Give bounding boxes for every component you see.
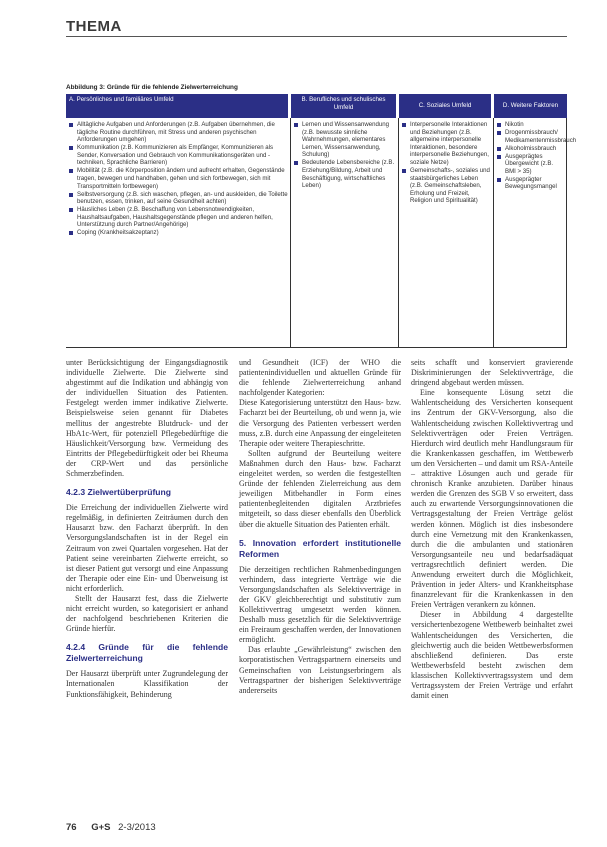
- paragraph: seits schafft und konserviert gravierende Diskriminierungen der Selektivverträge, die dringend abgebaut werden müssen.: [411, 358, 573, 388]
- bullet-icon: [69, 231, 73, 235]
- table-column-a: [66, 118, 291, 348]
- table-item-text: Bedeutende Lebensbereiche (z.B. Erziehung/Bildung, Arbeit und Beschäftigung, wirtschaftliches Leben): [302, 159, 395, 190]
- bullet-icon: [497, 131, 501, 135]
- table-item-text: Alltägliche Aufgaben und Anforderungen (z.B. Aufgaben übernehmen, die tägliche Routine durchführen, mit Stress und anderen psychischen Anforderungen umgehen): [77, 121, 275, 144]
- bullet-icon: [497, 123, 501, 127]
- table-item-text: Lernen und Wissensanwendung (z.B. bewusste sinnliche Wahrnehmungen, elementares Lernen, Wissensanwendung, Schulung): [302, 121, 390, 159]
- paragraph: unter Berücksichtigung der Eingangsdiagnostik individuelle Zielwerte. Die Zielwerte sind abgestimmt auf die Indikation und abhängig von der individuellen Situation des Patienten. Festgelegt werden immer indikative Zielwerte. Beispielsweise seien genannt für Diabetes mellitus der angestrebte Blutdruck- und der HbA1c-Wert, für potenziell Pflegebedürftige die Häuslichkeit/Versorgung bzw. Vermeidung des Eintritts der Pflegebedürftigkeit oder bei Rheuma der CRP-Wert und das persönliche Schmerzbefinden.: [66, 358, 228, 479]
- table-item: [293, 159, 396, 189]
- table-item-text: Häusliches Leben (z.B. Beschaffung von Lebensnotwendigkeiten, Haushaltsaufgaben, Haushaltsgegenstände pflegen und anderen helfen, Unterstützung durch Partner/Angehörige): [77, 206, 273, 229]
- table-column-b: [291, 118, 399, 348]
- table-header-b: B. Berufliches und schulisches Umfeld: [291, 94, 396, 118]
- text-column-3: [411, 358, 573, 701]
- table-item-text: Gemeinschafts-, soziales und staatsbürgerliches Leben (z.B. Gemeinschaftsleben, Erholung und Freizeit, Religion und Spiritualität): [410, 166, 490, 205]
- reasons-table: [66, 94, 577, 348]
- table-item: [68, 144, 288, 167]
- table-item-text: Ausgeprägtes Übergewicht (z.B. BMI > 35): [505, 152, 554, 175]
- table-item-text: Interpersonelle Interaktionen und Beziehungen (z.B. allgemeine interpersonelle Interaktionen, besondere interpersonelle Beziehungen, soziale Netze): [410, 121, 489, 166]
- table-item-text: Drogenmissbrauch/ Medikamentenmissbrauch: [505, 128, 577, 144]
- table-item-text: Alkoholmissbrauch: [505, 144, 557, 152]
- bullet-icon: [294, 123, 298, 127]
- bullet-icon: [69, 193, 73, 197]
- table-item: [496, 121, 564, 129]
- table-item: [401, 121, 491, 167]
- paragraph: Die derzeitigen rechtlichen Rahmenbedingungen verhindern, dass integrierte Verträge wie die Versorgungslandschaften als Selektivverträge in der GKV gleichberechtigt und substitutiv zum Kollektivvertrag umgesetzt werden können. Deshalb muss gesetzlich für die Selektivverträge ein Freiraum geschaffen werden, der Innovationen ermöglicht.: [239, 564, 401, 645]
- table-item: [293, 121, 396, 159]
- table-column-c: [399, 118, 494, 348]
- bullet-icon: [69, 208, 73, 212]
- header-rule: [66, 36, 567, 37]
- paragraph: Sollten aufgrund der Beurteilung weitere Maßnahmen durch den Haus- bzw. Facharzt eingeleitet werden, so werden die festgestellten Gründe der fehlenden Zielerreichung aus dem jeweiligen Mitbehandler in Form eines patientenbegleitenden digitalen Arztbriefes mitgeteilt, so dass dieser ebenfalls den Überblick über die aktuelle Situation des Patienten erhält.: [239, 448, 401, 529]
- page-footer: [66, 822, 156, 833]
- table-item: [68, 206, 288, 229]
- table-item-text: Nikotin: [505, 121, 524, 128]
- bullet-icon: [294, 161, 298, 165]
- section-heading: 4.2.3 Zielwertüberprüfung: [66, 487, 172, 498]
- paragraph: Eine konsequente Lösung setzt die Wahlentscheidung des Versicherten konsequent ins Zentrum der GKV-Versorgung, also die Wahlentscheidung zwischen Kollektivvertrag und Selektivverträgen oder Freien Verträgen. Hierdurch wird deutlich mehr Handlungsraum für die Krankenkassen geschaffen, im Wettbewerb um den Versicherten – und damit um RSA-Anteile – attraktive Lösungen auch und gerade für chronisch Kranke anzubieten. Darüber hinaus werden die Grenzen des SGB V so erweitert, dass auch zu erwartende Versorgungsinnovationen die Vertragsgestaltung der Freien Verträge gelöst werden können. Möglich ist dies insbesondere durch eine Vernetzung mit den Krankenkassen, durch die die ambulanten und stationären Versorgungsanteile neu und bedarfsadäquat vertragsrechtlich definiert werden. Die Anwendung erweitert durch die Möglichkeit, Prävention in jeder Alters- und Krankheitsphase finanzrelevant für die Krankenkassen in den Freien Verträgen verankern zu können.: [411, 388, 573, 610]
- text-column-1: [66, 358, 228, 700]
- paragraph: und Gesundheit (ICF) der WHO die patientenindividuellen und aktuellen Gründe für die fehlende Zielwerterreichung anhand nachfolgender Kategorien:: [239, 358, 401, 398]
- table-item: [496, 145, 564, 153]
- issue-number: 2-3/2013: [118, 822, 156, 833]
- section-heading: 4.2.4 Gründe für die fehlende Zielwerterreichung: [66, 642, 228, 664]
- bullet-icon: [69, 169, 73, 173]
- table-header-a: A. Persönliches und familiäres Umfeld: [66, 94, 288, 118]
- paragraph: Diese Kategorisierung unterstützt den Haus- bzw. Facharzt bei der Beurteilung, ob und wenn ja, wie die Versorgung des Patienten verbessert werden muss, z.B. durch eine Anpassung der eingeleiteten Therapie oder weitere Therapieschritte.: [239, 398, 401, 448]
- table-column-d: [494, 118, 577, 348]
- table-item: [496, 153, 564, 176]
- section-title: THEMA: [66, 18, 122, 35]
- table-item: [68, 229, 288, 237]
- table-item: [496, 176, 564, 191]
- table-item-text: Mobilität (z.B. die Körperposition ändern und aufrecht erhalten, Gegenstände tragen, bewegen und handhaben, gehen und sich fortbewegen, sich mit Transportmitteln fortbewegen): [77, 167, 285, 190]
- paragraph: Stellt der Hausarzt fest, dass die Zielwerte nicht erreicht wurden, so kategorisiert er anhand der nachfolgend beschriebenen Kriterien die Gründe hierfür.: [66, 593, 228, 634]
- table-header-d: D. Weitere Faktoren: [494, 94, 567, 118]
- table-item-text: Ausgeprägter Bewegungsmangel: [505, 175, 557, 191]
- bullet-icon: [497, 147, 501, 151]
- paragraph: Das erlaubte „Gewährleistung“ zwischen den korporatistischen Vertragspartnern einerseits und Gemeinschaften von Leistungserbringern als Vertragspartner der bisherigen Selektivverträge andererseits: [239, 645, 401, 695]
- table-item: [68, 191, 288, 206]
- table-item-text: Kommunikation (z.B. Kommunizieren als Empfänger, Kommunizieren als Sender, Konversation und Gebrauch von Kommunikationsgeräten und -techniken, Sprachliche Barrieren): [77, 144, 274, 167]
- table-item: [496, 128, 577, 144]
- table-item: [401, 167, 491, 205]
- table-bottom-rule: [66, 347, 567, 348]
- bullet-icon: [69, 146, 73, 150]
- table-item: [68, 121, 288, 144]
- table-item-text: Coping (Krankheitsakzeptanz): [77, 229, 159, 237]
- paragraph: Dieser in Abbildung 4 dargestellte versichertenbezogene Wettbewerb beinhaltet zwei Wahlentscheidungen des Versicherten, die gleichwertig auch die beiden Wettbewerbsformen abschließend definieren. Das erste Wettbewerbsfeld besteht zwischen dem klassischen Kollektivvertragssystem und dem Vertragssystem der Freien Verträge und erfahrt damit einen: [411, 610, 573, 701]
- bullet-icon: [497, 178, 501, 182]
- paragraph: Die Erreichung der individuellen Zielwerte wird regelmäßig, in definierten Zeiträumen durch den Hausarzt bzw. den Facharzt überprüft. In den Versorgungslandschaften ist in der Regel ein Zeitraum von zwei Quartalen vorgesehen. Hat der Patient seine vereinbarten Zielwerte erreicht, so ist dieser Patient gut versorgt und eine Anpassung der Therapie oder eine Ein- und Überweisung ist nicht erforderlich.: [66, 503, 228, 593]
- table-header-c: C. Soziales Umfeld: [399, 94, 491, 118]
- figure-caption: Abbildung 3: Gründe für die fehlende Zielwerterreichung: [66, 84, 238, 91]
- page-number: 76: [66, 822, 77, 833]
- bullet-icon: [402, 123, 406, 127]
- magazine-logo: G+S: [91, 822, 111, 833]
- section-heading: 5. Innovation erfordert institutionelle Reformen: [239, 537, 401, 559]
- bullet-icon: [402, 169, 406, 173]
- table-item-text: Selbstversorgung (z.B. sich waschen, pflegen, an- und auskleiden, die Toilette benutzen, essen, trinken, auf seine Gesundheit achten): [77, 190, 288, 206]
- bullet-icon: [497, 155, 501, 159]
- table-item: [68, 167, 288, 190]
- paragraph: Der Hausarzt überprüft unter Zugrundelegung der Internationalen Klassifikation der Funktionsfähigkeit, Behinderung: [66, 669, 228, 699]
- text-column-2: [239, 358, 401, 696]
- bullet-icon: [69, 123, 73, 127]
